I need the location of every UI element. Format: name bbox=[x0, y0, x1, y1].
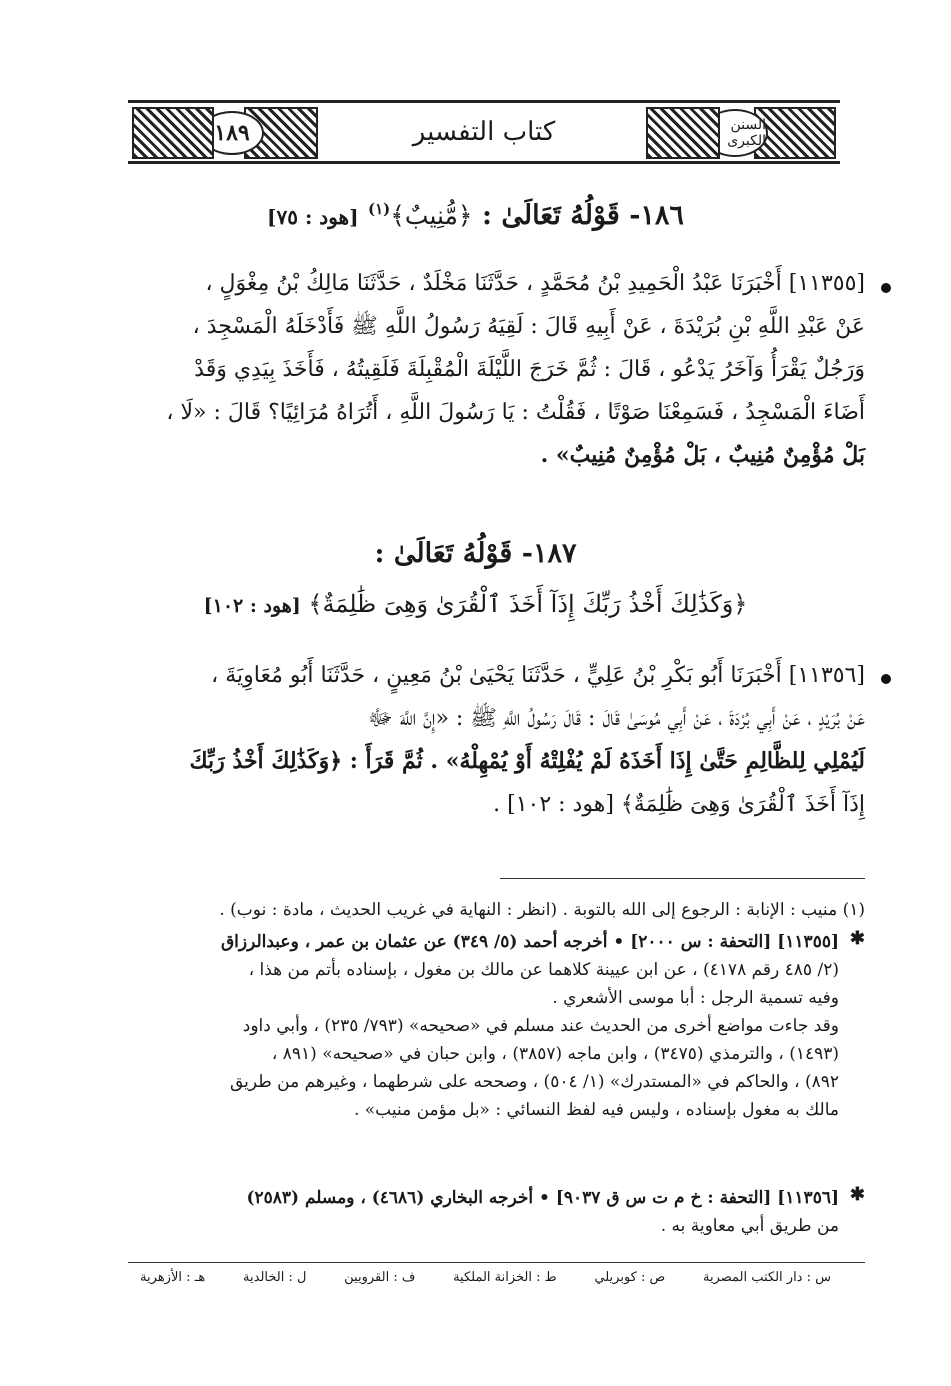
footnote-11356 bbox=[118, 1184, 839, 1240]
footnote-line: من طريق أبي معاوية به . bbox=[660, 1216, 839, 1236]
manuscript-key-item: ط : الخزانة الملكية bbox=[453, 1270, 557, 1285]
star-icon: ✱ bbox=[849, 928, 865, 949]
hadith-line: أَضَاءَ الْمَسْجِدُ ، فَسَمِعْنَا صَوْتًا ، فَقُلْتُ : يَا رَسُولَ اللَّهِ ، أَتُرَاهُ مُرَائِيًا؟ قَالَ : «لَا ، bbox=[166, 400, 865, 425]
footnote-line: [١١٣٥٦] [التحفة : خ م ت س ق ٩٠٣٧] • أخرجه البخاري (٤٦٨٦) ، ومسلم (٢٥٨٣) bbox=[246, 1188, 839, 1208]
ornament-right-inner bbox=[646, 107, 720, 159]
verse-line-187 bbox=[100, 590, 851, 618]
footnote-line: مالك به مغول بإسناده ، وليس فيه لفظ النسائي : «بل مؤمن منيب» . bbox=[353, 1100, 839, 1120]
hadith-line: [١١٣٥٦] أَخْبَرَنَا أَبُو بَكْرِ بْنُ عَلِيٍّ ، حَدَّثَنَا يَحْيَىٰ بْنُ مَعِينٍ ، حَدَّثَنَا أَبُو مُعَاوِيَةَ ، bbox=[211, 663, 865, 688]
hadith-line: إِذَآ أَخَذَ ٱلْقُرَىٰ وَهِىَ ظَٰلِمَةٌ﴾ [هود : ١٠٢] . bbox=[493, 792, 865, 817]
section-heading-186 bbox=[100, 200, 851, 231]
hadith-line: [١١٣٥٥] أَخْبَرَنَا عَبْدُ الْحَمِيدِ بْنُ مُحَمَّدٍ ، حَدَّثَنَا مَخْلَدٌ ، حَدَّثَنَا مَالِكُ بْنُ مِغْوَلٍ ، bbox=[205, 271, 865, 296]
footnote-mark: (١) bbox=[367, 200, 391, 218]
section-heading-187 bbox=[100, 538, 851, 569]
manuscript-key-item: ص : كوبريلي bbox=[594, 1270, 666, 1285]
hadith-11356 bbox=[118, 654, 865, 826]
bullet-icon bbox=[881, 674, 891, 684]
footer-rule bbox=[128, 1262, 865, 1263]
hadith-line: وَرَجُلٌ يَقْرَأُ وَآخَرُ يَدْعُو ، قَالَ : ثُمَّ خَرَجَ اللَّيْلَةَ الْمُقْبِلَةَ فَلَقِيتُهُ ، فَأَخَذَ بِيَدِي وَقَدْ bbox=[194, 357, 865, 382]
bullet-icon bbox=[881, 283, 891, 293]
page-number: ١٨٩ bbox=[200, 111, 264, 155]
manuscript-key bbox=[140, 1270, 831, 1285]
footnote-1 bbox=[118, 896, 865, 924]
star-icon: ✱ bbox=[849, 1184, 865, 1205]
manuscript-key-item: هـ : الأزهرية bbox=[140, 1270, 206, 1285]
hadith-line: بَلْ مُؤْمِنٌ مُنِيبٌ ، بَلْ مُؤْمِنٌ مُنِيبٌ» . bbox=[540, 442, 865, 468]
footnote-line: (٢/ ٤٨٥ رقم ٤١٧٨) ، عن ابن عيينة كلاهما عن مالك بن مغول ، بإسناده بأتم من هذا ، bbox=[248, 960, 839, 980]
verse-text: ﴿مُّنِيبٌ﴾ bbox=[390, 201, 473, 230]
hadith-11355 bbox=[118, 262, 865, 477]
footnote-11355 bbox=[118, 928, 839, 1124]
manuscript-key-item: س : دار الكتب المصرية bbox=[702, 1270, 831, 1285]
section-heading-text: ١٨٧- قَوْلُهُ تَعَالَىٰ : bbox=[374, 538, 577, 569]
hadith-line: عَنْ عَبْدِ اللَّهِ بْنِ بُرَيْدَةَ ، عَنْ أَبِيهِ قَالَ : لَقِيَهُ رَسُولُ اللَّهِ ﷺ فَأَدْخَلَهُ الْمَسْجِدَ ، bbox=[192, 314, 865, 339]
verse-reference: [هود : ١٠٢] bbox=[203, 595, 301, 617]
hadith-line: لَيُمْلِي لِلظَّالِمِ حَتَّىٰ إِذَا أَخَذَهُ لَمْ يُفْلِتْهُ أَوْ يُمْهِلْهُ» . ثُمَّ قَرَأَ : ﴿وَكَذَٰلِكَ أَخْذُ رَبِّكَ bbox=[189, 748, 865, 774]
logo-text: السنن الكبرى bbox=[727, 117, 766, 149]
manuscript-key-item: ل : الخالدية bbox=[243, 1270, 307, 1285]
footnote-separator bbox=[500, 878, 865, 879]
footnote-line: [١١٣٥٥] [التحفة : س ٢٠٠٠] • أخرجه أحمد (٥/ ٣٤٩) عن عثمان بن عمر ، وعبدالرزاق bbox=[220, 932, 839, 952]
ornament-left-outer bbox=[132, 107, 214, 159]
running-title: كتاب التفسير bbox=[412, 117, 556, 147]
footnote-line: ٨٩٢) ، والحاكم في «المستدرك» (١/ ٥٠٤) ، وصححه على شرطهما ، وغيرهم من طريق bbox=[229, 1072, 839, 1092]
section-heading-text: ١٨٦- قَوْلُهُ تَعَالَىٰ : bbox=[481, 200, 684, 231]
footnote-line: (١) منيب : الإنابة : الرجوع إلى الله بالتوبة . (انظر : النهاية في غريب الحديث ، مادة : نوب) . bbox=[219, 900, 865, 920]
verse-reference: [هود : ٧٥] bbox=[267, 205, 359, 229]
footnote-line: (١٤٩٣) ، والترمذي (٣٤٧٥) ، وابن ماجه (٣٨٥٧) ، وابن حبان في «صحيحه» (٨٩١ ، bbox=[271, 1044, 839, 1064]
manuscript-key-item: ف : القرويين bbox=[344, 1270, 416, 1285]
hadith-line: عَنْ بُرَيْدٍ ، عَنْ أَبِي بُرْدَةَ ، عَنْ أَبِي مُوسَىٰ قَالَ : قَالَ رَسُولُ اللَّهِ ﷺ : «إِنَّ اللَّهَ ﷻ bbox=[367, 706, 865, 731]
page-header bbox=[128, 100, 840, 164]
footnote-line: وقد جاءت مواضع أخرى من الحديث عند مسلم في «صحيحه» (٧٩٣/ ٢٣٥) ، وأبي داود bbox=[242, 1016, 839, 1036]
footnote-line: وفيه تسمية الرجل : أبا موسى الأشعري . bbox=[552, 988, 839, 1008]
verse-text: ﴿وَكَذَٰلِكَ أَخْذُ رَبِّكَ إِذَآ أَخَذَ ٱلْقُرَىٰ وَهِىَ ظَٰلِمَةٌ﴾ bbox=[308, 590, 748, 618]
